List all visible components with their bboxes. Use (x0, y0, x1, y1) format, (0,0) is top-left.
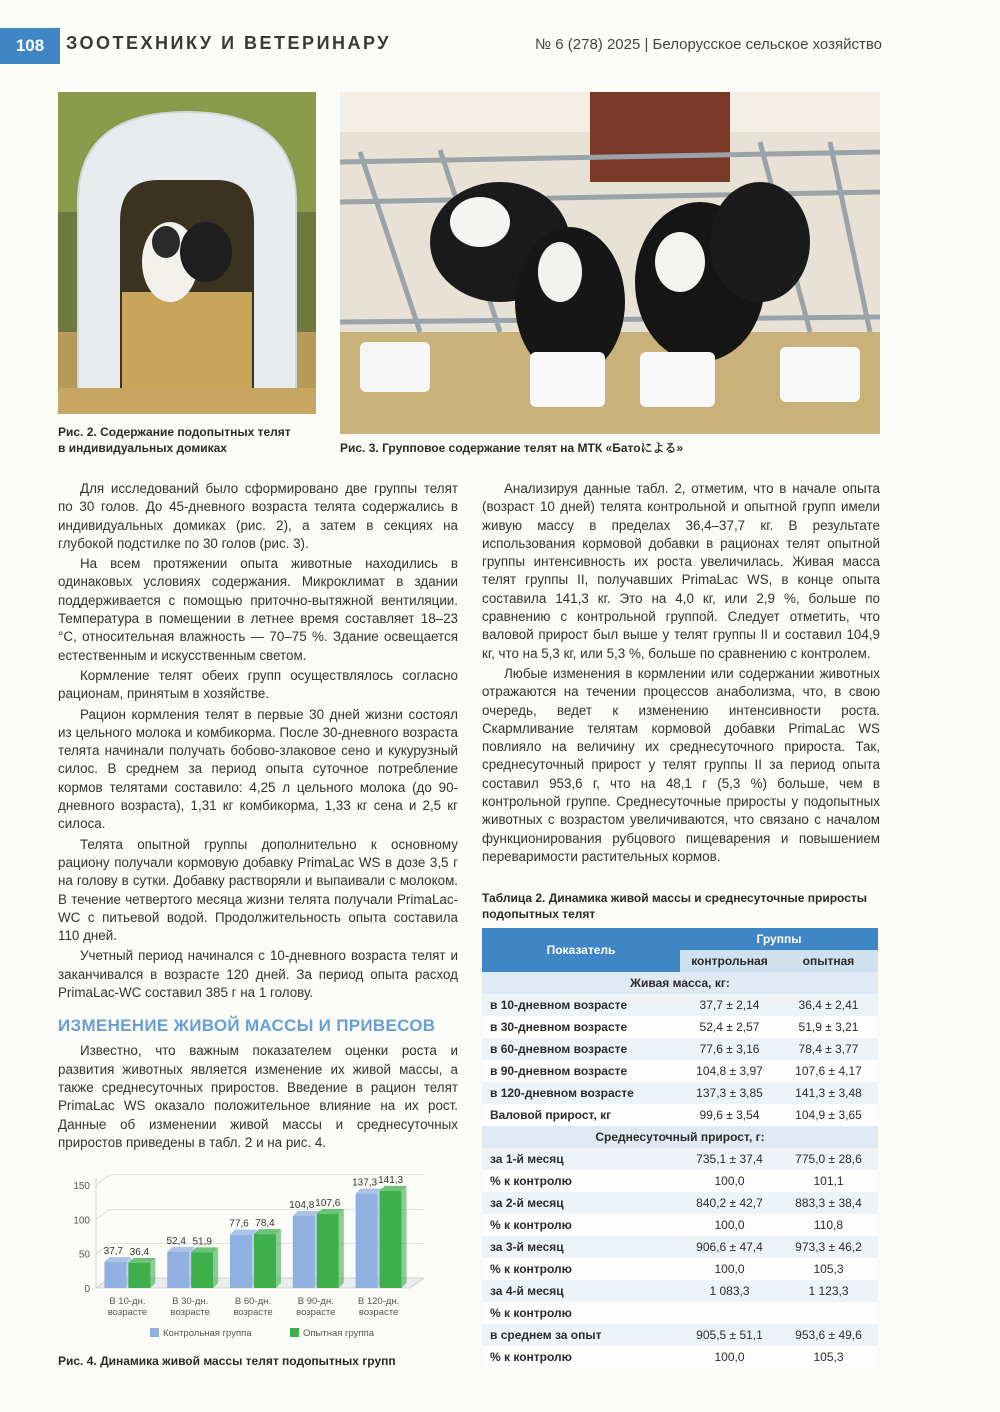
table-title (482, 890, 872, 922)
header-experimental: опытная (779, 950, 878, 972)
table-row (482, 1192, 878, 1214)
cell-experimental: 107,6 ± 4,17 (779, 1060, 878, 1082)
bar-control (104, 1262, 126, 1288)
fig2-caption (58, 424, 291, 456)
cell-name: в 90-дневном возрасте (482, 1060, 680, 1082)
section-heading: ИЗМЕНЕНИЕ ЖИВОЙ МАССЫ И ПРИВЕСОВ (58, 1016, 436, 1036)
y-tick-label: 100 (73, 1215, 90, 1227)
table-row (482, 1082, 878, 1104)
bar-experimental (128, 1263, 150, 1288)
x-tick-label-line2: возрасте (296, 1307, 336, 1318)
cell-experimental: 141,3 ± 3,48 (779, 1082, 878, 1104)
data-label: 78,4 (255, 1218, 275, 1230)
cell-control: 906,6 ± 47,4 (680, 1236, 779, 1258)
cell-name: в 10-дневном возрасте (482, 994, 680, 1016)
data-label: 51,9 (192, 1236, 212, 1248)
table-row (482, 1280, 878, 1302)
cell-control: 840,2 ± 42,7 (680, 1192, 779, 1214)
bar-side (213, 1247, 218, 1288)
cell-control: 100,0 (680, 1170, 779, 1192)
left-paragraph-3: Кормление телят обеих групп осуществлялось согласно рационам, принятым в хозяйстве. (58, 667, 458, 702)
data-label: 52,4 (166, 1235, 186, 1247)
cell-experimental: 101,1 (779, 1170, 878, 1192)
header-control: контрольная (680, 950, 779, 972)
issue-info: № 6 (278) 2025 | Белорусское сельское хозяйство (535, 36, 882, 53)
fig2-caption-line2: в индивидуальных домиках (58, 441, 227, 455)
bar-experimental (191, 1252, 213, 1288)
photo-calf-hutch (58, 92, 316, 414)
cell-control: 100,0 (680, 1258, 779, 1280)
table-row (482, 1016, 878, 1038)
left-column (58, 480, 458, 1154)
fig2-caption-line1: Рис. 2. Содержание подопытных телят (58, 425, 291, 439)
data-label: 36,4 (129, 1246, 150, 1258)
x-tick-label-line2: возрасте (170, 1307, 210, 1318)
table-row (482, 1258, 878, 1280)
x-tick-label-line1: В 90-дн. (297, 1296, 334, 1307)
y-tick-label: 0 (84, 1284, 90, 1295)
cell-name: в 60-дневном возрасте (482, 1038, 680, 1060)
bar-experimental (254, 1234, 276, 1288)
bar-side (339, 1209, 344, 1288)
x-tick-label-line1: В 10-дн. (109, 1296, 146, 1307)
left-paragraph-7: Известно, что важным показателем оценки роста и развития животных является изменение их живой массы, а также среднесуточных приростов. Введение в рацион телят PrimaLac WS оказало положительное влияние на их рост. Данные об изменении живой массы и среднесуточных приростов приведены в табл. 2 и на рис. 4. (58, 1043, 458, 1150)
y-tick-label: 50 (78, 1249, 90, 1261)
cell-name: в 30-дневном возрасте (482, 1016, 680, 1038)
y-tick-label: 150 (73, 1180, 90, 1192)
photo-group-calves (340, 92, 880, 434)
table-title-line2: подопытных телят (482, 907, 596, 921)
cell-experimental: 105,3 (779, 1346, 878, 1368)
legend-swatch-experimental (290, 1328, 299, 1337)
table-row (482, 1170, 878, 1192)
header-groups: Группы (680, 928, 878, 950)
legend-label-experimental: Опытная группа (303, 1328, 374, 1339)
cell-name: в среднем за опыт (482, 1324, 680, 1346)
cell-control: 99,6 ± 3,54 (680, 1104, 779, 1126)
right-paragraph-1: Анализируя данные табл. 2, отметим, что в начале опыта (возраст 10 дней) телята контрольной и опытной групп имели живую массу в пределах 36,4–37,7 кг. В результате использования кормовой добавки в рационах телят опытной группы интенсивность их роста увеличилась. Живая масса телят группы II, получавших PrimaLac WS, в конце опыта составила 141,3 кг. Это на 4,0 кг, или 2,9 %, больше по сравнению с контрольной группой. Следует отметить, что валовой прирост был выше у телят группы II и составил 104,9 кг, что на 5,3 кг, или 5,3 %, больше по сравнению с контролем. (482, 481, 880, 661)
data-label: 104,8 (289, 1199, 315, 1211)
cell-control: 1 083,3 (680, 1280, 779, 1302)
x-tick-label-line2: возрасте (107, 1307, 148, 1318)
bar-control (293, 1216, 315, 1288)
cell-name: % к контролю (482, 1214, 680, 1236)
cell-experimental: 775,0 ± 28,6 (779, 1148, 878, 1170)
cell-experimental: 1 123,3 (779, 1280, 878, 1302)
table-row (482, 1060, 878, 1082)
live-weight-chart (58, 1170, 458, 1350)
section-title: ЗООТЕХНИКУ И ВЕТЕРИНАРУ (66, 33, 391, 53)
cell-experimental: 973,3 ± 46,2 (779, 1236, 878, 1258)
left-paragraph-1: Для исследований было сформировано две группы телят по 30 голов. До 45-дневного возраста телята содержались в индивидуальных домиках (рис. 2), а затем в секциях на глубокой подстилке по 30 голов (рис. 3). (58, 481, 458, 551)
cell-control: 52,4 ± 2,57 (680, 1016, 779, 1038)
cell-control: 77,6 ± 3,16 (680, 1038, 779, 1060)
table-row (482, 994, 878, 1016)
x-tick-label-line2: возрасте (358, 1307, 399, 1318)
table-body (482, 972, 878, 1368)
calf-hutch-image (58, 92, 316, 414)
header-indicator: Показатель (482, 928, 680, 972)
cell-control: 100,0 (680, 1346, 779, 1368)
grid-diagonal (96, 1209, 110, 1219)
cell-name: Валовой прирост, кг (482, 1104, 680, 1126)
x-tick-label-line1: В 30-дн. (172, 1296, 209, 1307)
left-paragraph-4: Рацион кормления телят в первые 30 дней жизни состоял из цельного молока и комбикорма. После 30-дневного возраста телята начинали получать бобово-злаковое сено и кукурузный силос. В среднем за период опыта суточное потребление кормов телятами составило: 4,25 л цельного молока (до 90-дневного возраста), 1,31 кг комбикорма, 1,33 кг сена и 2,5 кг силоса. (58, 706, 458, 832)
cell-experimental: 953,6 ± 49,6 (779, 1324, 878, 1346)
cell-name: за 4-й месяц (482, 1280, 680, 1302)
cell-control: 37,7 ± 2,14 (680, 994, 779, 1016)
page-number: 108 (0, 28, 60, 64)
table-row (482, 1038, 878, 1060)
cell-name: за 1-й месяц (482, 1148, 680, 1170)
cell-experimental: 51,9 ± 3,21 (779, 1016, 878, 1038)
bar-experimental (317, 1214, 339, 1288)
group-live-weight: Живая масса, кг: (482, 972, 878, 994)
x-tick-label-line1: В 120-дн. (357, 1296, 400, 1307)
bar-control (167, 1252, 189, 1288)
table-row (482, 1214, 878, 1236)
cell-name: % к контролю (482, 1170, 680, 1192)
group-daily-gain: Среднесуточный прирост, г: (482, 1126, 878, 1148)
x-tick-label-line2: возрасте (233, 1307, 273, 1318)
bar-side (150, 1258, 155, 1288)
table-row (482, 1104, 878, 1126)
cell-experimental (779, 1302, 878, 1324)
left-paragraph-5: Телята опытной группы дополнительно к основному рациону получали кормовую добавку PrimaLac WS в дозе 3,5 г на голову в сутки. Добавку растворяли и выпаивали с молоком. В течение четвертого месяца жизни телята получали PrimaLac-WC с питьевой водой. Продолжительность опыта составила 110 дней. (58, 836, 458, 944)
left-paragraph-6: Учетный период начинался с 10-дневного возраста телят и заканчивался в возрасте 120 дней. За период опыта расход PrimaLac-WC составил 385 г на 1 голову. (58, 948, 458, 1001)
legend-label-control: Контрольная группа (163, 1328, 252, 1339)
table-row (482, 1302, 878, 1324)
table-row (482, 1236, 878, 1258)
cell-name: за 3-й месяц (482, 1236, 680, 1258)
cell-experimental: 883,3 ± 38,4 (779, 1192, 878, 1214)
grid-diagonal (96, 1175, 110, 1185)
cell-name: % к контролю (482, 1346, 680, 1368)
fig4-caption: Рис. 4. Динамика живой массы телят подопытных групп (58, 1354, 396, 1368)
right-paragraph-2: Любые изменения в кормлении или содержании животных отражаются на течении процессов анаболизма, что, в свою очередь, ведет к изменению интенсивности роста. Скармливание телятам кормовой добавки PrimaLac WS повлияло на величину их среднесуточного прироста. Так, среднесуточный прирост у телят группы II за период опыта составил 953,6 г, что на 48,1 г (5,3 %) больше, чем в контрольной группе. Среднесуточные приросты у подопытных животных с возрастом увеличиваются, что связано с началом функционирования рубцового пищеварения и повышением переваримости растительных кормов. (482, 665, 880, 864)
cell-experimental: 104,9 ± 3,65 (779, 1104, 878, 1126)
cell-experimental: 110,8 (779, 1214, 878, 1236)
cell-experimental: 105,3 (779, 1258, 878, 1280)
cell-control: 104,8 ± 3,97 (680, 1060, 779, 1082)
fig3-caption: Рис. 3. Групповое содержание телят на МТК «Батоによる» (340, 441, 684, 455)
bar-experimental (380, 1191, 402, 1288)
cell-control: 100,0 (680, 1214, 779, 1236)
right-column (482, 480, 880, 868)
bar-side (402, 1186, 407, 1288)
table-row (482, 1148, 878, 1170)
cell-name: за 2-й месяц (482, 1192, 680, 1214)
table-row (482, 1346, 878, 1368)
cell-control: 905,5 ± 51,1 (680, 1324, 779, 1346)
table-row (482, 1324, 878, 1346)
bar-side (276, 1229, 281, 1288)
legend-swatch-control (150, 1328, 159, 1337)
cell-name: в 120-дневном возрасте (482, 1082, 680, 1104)
bar-control (356, 1194, 378, 1288)
cell-experimental: 78,4 ± 3,77 (779, 1038, 878, 1060)
data-label: 37,7 (103, 1246, 124, 1258)
cell-name: % к контролю (482, 1302, 680, 1324)
cell-name: % к контролю (482, 1258, 680, 1280)
data-label: 141,3 (378, 1174, 404, 1186)
x-tick-label-line1: В 60-дн. (234, 1296, 272, 1307)
cell-experimental: 36,4 ± 2,41 (779, 994, 878, 1016)
cell-control (680, 1302, 779, 1324)
data-label: 77,6 (229, 1218, 249, 1230)
cell-control: 735,1 ± 37,4 (680, 1148, 779, 1170)
data-label: 107,6 (315, 1198, 341, 1210)
table-title-line1: Таблица 2. Динамика живой массы и среднесуточные приросты (482, 891, 868, 905)
left-paragraph-2: На всем протяжении опыта животные находились в одинаковых условиях содержания. Микроклимат в здании поддерживается с помощью приточно-вытяжной вентиляции. Температура в помещении в летнее время составляет 18–23 °С, относительная влажность — 70–75 %. Здание освещается естественным и искусственным светом. (58, 556, 458, 663)
data-table (482, 928, 878, 1368)
bar-control (230, 1235, 252, 1288)
cell-control: 137,3 ± 3,85 (680, 1082, 779, 1104)
group-calves-image (340, 92, 880, 434)
data-label: 137,3 (352, 1177, 378, 1189)
